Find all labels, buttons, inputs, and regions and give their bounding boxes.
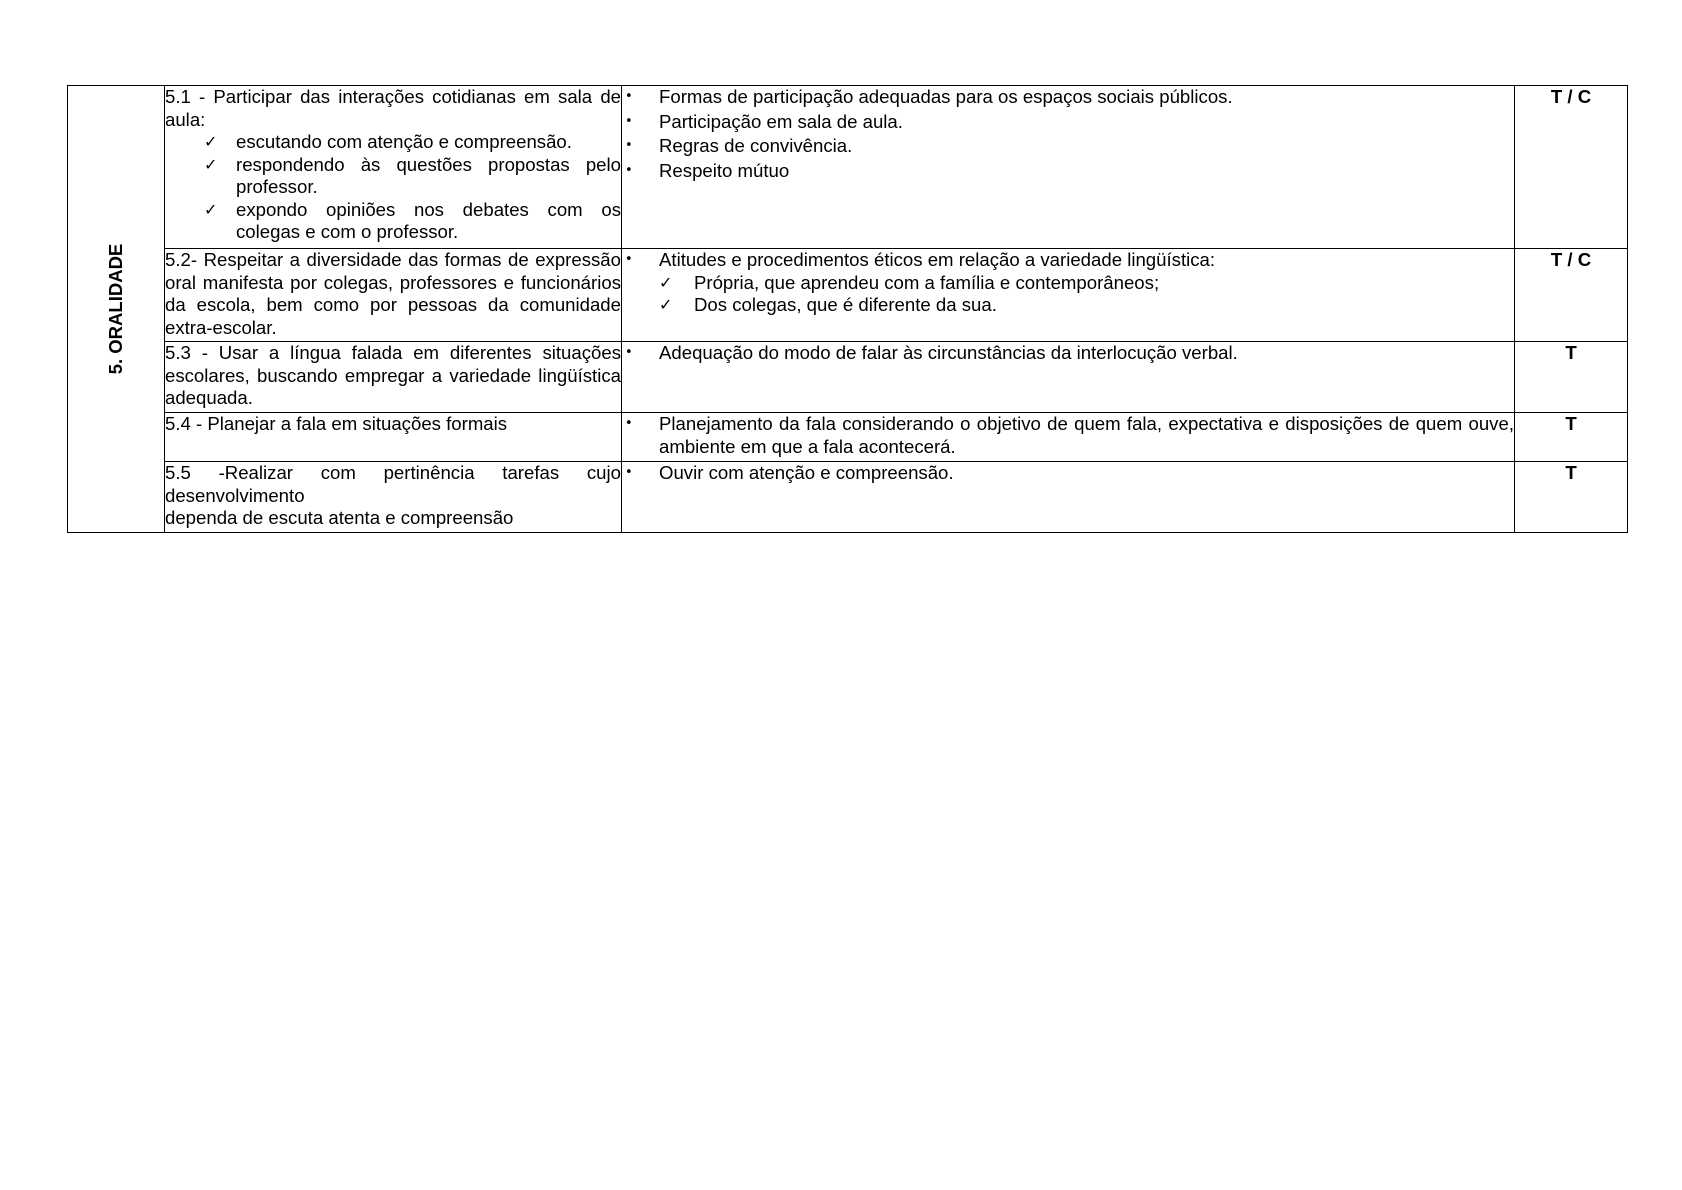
bullet-icon: • [625,162,633,178]
check-text: respondendo às questões propostas pelo professor. [236,153,621,197]
check-text: Dos colegas, que é diferente da sua. [694,294,997,315]
content-text: Respeito mútuo [659,159,790,181]
content-cell [622,249,1515,342]
bullet-icon: • [625,252,633,267]
table-row [68,342,1628,413]
content-cell [622,462,1515,533]
bullet-icon: • [625,113,633,129]
content-list [622,86,1514,182]
section-label: 5. ORALIDADE [104,243,126,375]
objective-cell [165,86,622,249]
content-list [622,249,1514,317]
table-row [68,86,1628,249]
list-item [622,111,1514,134]
objective-intro: 5.1 - Participar das interações cotidianas em sala de aula: [165,86,621,130]
check-icon: ✓ [204,132,218,151]
bullet-icon: • [625,465,633,480]
list-item [622,413,1514,458]
code-cell [1515,462,1628,533]
code-cell [1515,86,1628,249]
code-cell [1515,342,1628,413]
content-cell [622,413,1515,462]
list-item [622,160,1514,183]
list-item [622,86,1514,109]
content-text: Ouvir com atenção e compreensão. [659,462,954,483]
content-text: Adequação do modo de falar às circunstâncias da interlocução verbal. [659,342,1238,363]
code-label: T [1565,462,1577,483]
content-subchecklist [659,272,1514,317]
list-item [622,342,1514,365]
objective-line: desenvolvimento [165,484,305,506]
objective-text: 5.2- Respeitar a diversidade das formas de expressão oral manifesta por colegas, professores e funcionários da escola, bem como por pessoas da comunidade extra-escolar. [165,249,621,338]
curriculum-table [67,85,1628,533]
objective-cell [165,249,622,342]
code-label: T / C [1550,249,1592,270]
content-text: Planejamento da fala considerando o objetivo de quem fala, expectativa e disposições de quem ouve, ambiente em que a fala acontecerá. [659,413,1514,457]
list-item [622,249,1514,317]
objective-line: 5.5 -Realizar com pertinência tarefas cujo [165,462,621,483]
check-icon: ✓ [204,154,218,174]
code-label: T [1565,342,1577,363]
table-row [68,249,1628,342]
objective-checklist [165,131,621,244]
content-text: Regras de convivência. [659,135,853,156]
check-text: Própria, que aprendeu com a família e contemporâneos; [694,271,1160,293]
table-row [68,413,1628,462]
section-axis-cell [68,86,165,533]
bullet-icon: • [625,416,633,431]
list-item [204,154,621,199]
list-item [204,131,621,154]
list-item [622,462,1514,485]
objective-cell [165,413,622,462]
bullet-icon: • [625,89,633,104]
code-label: T [1565,413,1577,434]
content-list [622,413,1514,458]
content-list [622,462,1514,485]
content-cell [622,86,1515,249]
objective-text: 5.3 - Usar a língua falada em diferentes situações escolares, buscando empregar a variedade lingüística adequada. [165,342,621,408]
check-text: escutando com atenção e compreensão. [236,131,572,152]
check-icon: ✓ [659,295,673,314]
bullet-icon: • [625,345,633,360]
content-text: Atitudes e procedimentos éticos em relação a variedade lingüística: [659,249,1216,270]
bullet-icon: • [625,138,633,153]
list-item [622,135,1514,158]
code-cell [1515,249,1628,342]
check-icon: ✓ [204,199,218,219]
check-text: expondo opiniões nos debates com os colegas e com o professor. [236,198,621,242]
code-label: T / C [1550,86,1592,107]
objective-cell [165,342,622,413]
list-item [204,199,621,244]
objective-text: 5.4 - Planejar a fala em situações formais [165,413,508,434]
list-item [659,294,1514,317]
table-row [68,462,1628,533]
code-cell [1515,413,1628,462]
content-text: Formas de participação adequadas para os espaços sociais públicos. [659,86,1233,107]
content-list [622,342,1514,365]
content-text: Participação em sala de aula. [659,110,903,132]
content-cell [622,342,1515,413]
check-icon: ✓ [659,272,673,292]
objective-cell [165,462,622,533]
list-item [659,272,1514,295]
objective-line: dependa de escuta atenta e compreensão [165,507,514,528]
